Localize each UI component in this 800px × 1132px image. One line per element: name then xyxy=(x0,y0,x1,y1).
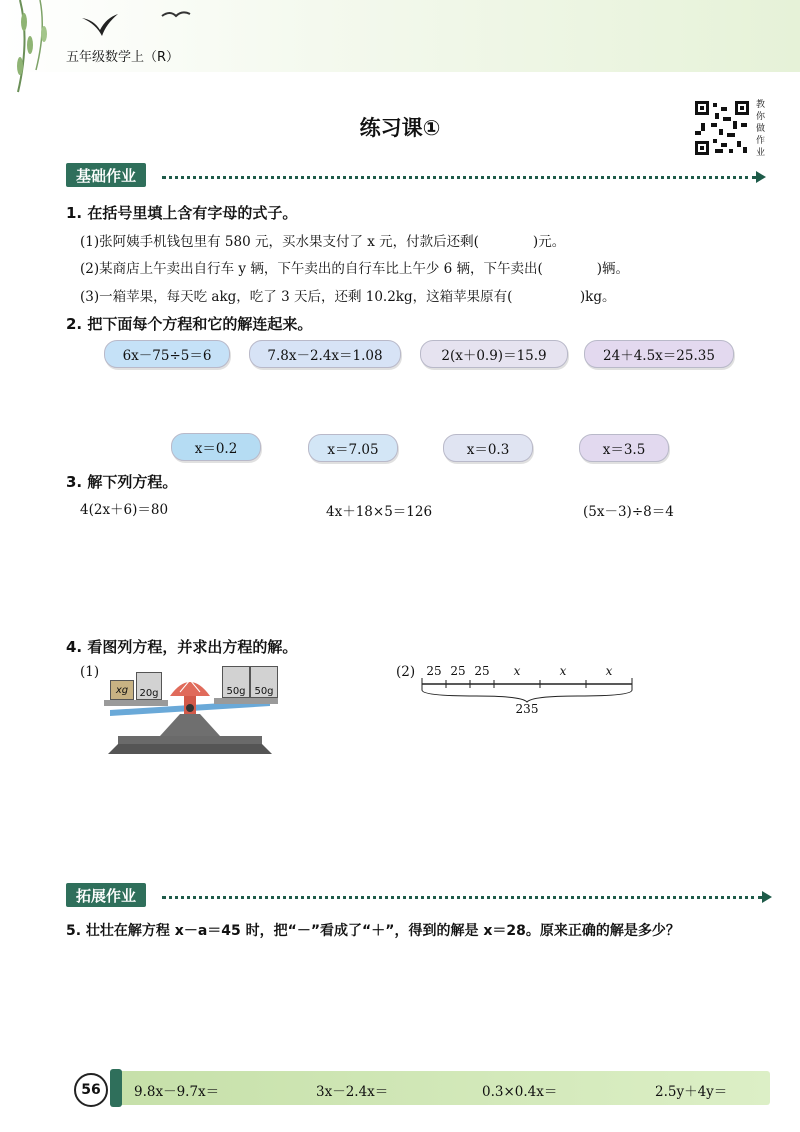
segment-label-3: 25 xyxy=(474,664,490,678)
equation-pill-2[interactable]: 7.8x－2.4x＝1.08 xyxy=(249,340,401,368)
qr-caption: 教你做作业 xyxy=(756,100,766,158)
q1-item-2: (2)某商店上午卖出自行车 y 辆，下午卖出的自行车比上午少 6 辆，下午卖出( )辆。 xyxy=(80,261,630,277)
q3-equation-2: 4x＋18×5＝126 xyxy=(326,504,433,520)
segment-label-1: 25 xyxy=(426,664,442,678)
equation-pill-4[interactable]: 24＋4.5x＝25.35 xyxy=(584,340,734,368)
header-subject: 五年级数学上（R） xyxy=(66,50,180,65)
equation-pill-1[interactable]: 6x－75÷5＝6 xyxy=(104,340,230,368)
page-number: 56 xyxy=(74,1073,108,1107)
swallow-bird-icon xyxy=(80,10,120,38)
section-basic-arrow xyxy=(756,171,766,183)
q4-fig1-label: (1) xyxy=(80,664,100,680)
footer-exercise-2: 3x－2.4x＝ xyxy=(316,1084,389,1100)
segment-label-6: x xyxy=(605,664,613,678)
solution-pill-4[interactable]: x＝3.5 xyxy=(579,434,669,462)
q3-equation-3: (5x－3)÷8＝4 xyxy=(583,504,674,520)
weight-50g-1-label: 50g xyxy=(226,686,246,697)
section-extend-arrow xyxy=(762,891,772,903)
qr-code[interactable] xyxy=(693,99,751,157)
segment-label-2: 25 xyxy=(450,664,466,678)
solution-pill-3[interactable]: x＝0.3 xyxy=(443,434,533,462)
weight-50g-1 xyxy=(222,666,250,698)
q3-equation-1: 4(2x＋6)＝80 xyxy=(80,502,169,518)
q2-title: 2. 把下面每个方程和它的解连起来。 xyxy=(66,315,313,333)
weight-20g-label: 20g xyxy=(139,688,159,699)
q1-title: 1. 在括号里填上含有字母的式子。 xyxy=(66,204,298,222)
q4-title: 4. 看图列方程，并求出方程的解。 xyxy=(66,638,298,656)
q3-title: 3. 解下列方程。 xyxy=(66,473,178,491)
q5-title: 5. 壮壮在解方程 x－a＝45 时，把“－”看成了“＋”，得到的解是 x＝28。原来正确的解是多少？ xyxy=(66,923,680,939)
section-basic-divider xyxy=(162,176,756,179)
segment-diagram xyxy=(418,660,638,720)
section-extend-tag: 拓展作业 xyxy=(66,883,146,907)
footer-exercise-3: 0.3×0.4x＝ xyxy=(482,1084,558,1100)
solution-pill-1[interactable]: x＝0.2 xyxy=(171,433,261,461)
footer-tab xyxy=(110,1069,122,1107)
q4-fig2-label: (2) xyxy=(396,664,416,680)
balance-scale-figure xyxy=(100,662,280,758)
footer-exercise-1: 9.8x－9.7x＝ xyxy=(134,1084,220,1100)
weight-xg-label: xg xyxy=(115,684,129,696)
page-title: 练习课① xyxy=(359,116,441,140)
segment-total: 235 xyxy=(515,702,539,716)
weight-xg xyxy=(110,680,134,700)
segment-label-4: x xyxy=(513,664,521,678)
solution-pill-2[interactable]: x＝7.05 xyxy=(308,434,398,462)
q1-item-1: (1)张阿姨手机钱包里有 580 元，买水果支付了 x 元，付款后还剩( )元。 xyxy=(80,234,566,250)
weight-20g xyxy=(136,672,162,700)
weight-50g-2 xyxy=(250,666,278,698)
q1-item-3: (3)一箱苹果，每天吃 akg，吃了 3 天后，还剩 10.2kg，这箱苹果原有( )kg。 xyxy=(80,289,616,305)
small-birds-icon xyxy=(160,6,200,26)
weight-50g-2-label: 50g xyxy=(254,686,274,697)
segment-label-5: x xyxy=(559,664,567,678)
section-basic-tag: 基础作业 xyxy=(66,163,146,187)
equation-pill-3[interactable]: 2(x＋0.9)＝15.9 xyxy=(420,340,568,368)
footer-exercise-4: 2.5y＋4y＝ xyxy=(655,1084,728,1100)
section-extend-divider xyxy=(162,896,762,899)
